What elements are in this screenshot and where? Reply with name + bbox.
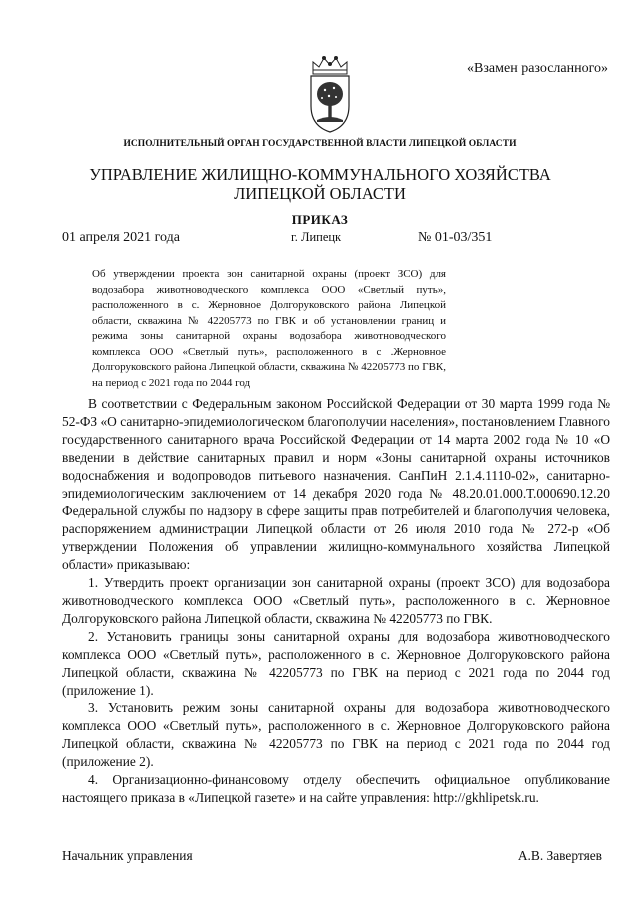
signatory-position: Начальник управления [62,848,193,863]
order-item: 2. Установить границы зоны санитарной охраны для водозабора животноводческого комплекса ООО «Светлый путь», расположенного в с. Жерновное Долгоруковского района Липецкой области, скважина № 42205773 по ГВК на период с 2021 года по 2044 год (приложение 1). [62,628,610,698]
order-body [62,395,610,807]
preamble-paragraph: В соответствии с Федеральным законом Российской Федерации от 30 марта 1999 года № 52-ФЗ «О санитарно-эпидемиологическом благополучии населения», постановлением Главного государственного санитарного врача Российской Федерации от 14 марта 2002 года № 10 «О введении в действие санитарных правил и норм «Зоны санитарной охраны источников водоснабжения и водопроводов питьевого назначения. СанПиН 2.1.4.1110-02», санитарно-эпидемиологическим заключением от 14 декабря 2020 года № 48.20.01.000.Т.000690.12.20 Федеральной службы по надзору в сфере защиты прав потребителей и благополучия человека, распоряжением администрации Липецкой области от 26 июля 2010 года № 272-р «Об утверждении Положения об управлении жилищно-коммунального хозяйства Липецкой области» приказываю: [62,396,610,573]
department-title-line-1: УПРАВЛЕНИЕ ЖИЛИЩНО-КОММУНАЛЬНОГО ХОЗЯЙСТВА [89,165,551,184]
signatory-name: А.В. Завертяев [517,848,602,863]
order-date: 01 апреля 2021 года [62,230,180,245]
stamp-text: «Взамен разосланного» [467,61,608,76]
order-city: г. Липецк [291,230,342,244]
order-item: 4. Организационно-финансовому отделу обеспечить официальное опубликование настоящего приказа в «Липецкой газете» и на сайте управления: http://gkhlipetsk.ru. [62,772,610,805]
lipetsk-coat-of-arms-icon [305,54,355,134]
order-subject: Об утверждении проекта зон санитарной охраны (проект ЗСО) для водозабора животноводческого комплекса ООО «Светлый путь», расположенного в с. Жерновное Долгоруковского района Липецкой области, скважина № 42205773 по ГВК и об установлении границ и режима зоны санитарной охраны водозабора животноводческого комплекса ООО «Светлый путь», расположенного в с .Жерновное Долгоруковского района Липецкой области, скважина № 42205773 по ГВК, на период с 2021 года по 2044 год [92,268,446,389]
order-number: № 01-03/351 [418,230,493,245]
department-title [0,165,640,203]
department-title-line-2: ЛИПЕЦКОЙ ОБЛАСТИ [234,184,406,203]
order-item: 1. Утвердить проект организации зон санитарной охраны (проект ЗСО) для водозабора животноводческого комплекса ООО «Светлый путь», расположенного в с. Жерновное Долгоруковского района Липецкой области, скважина № 42205773 по ГВК. [62,575,610,626]
document-type-title: ПРИКАЗ [291,212,349,227]
issuing-authority: ИСПОЛНИТЕЛЬНЫЙ ОРГАН ГОСУДАРСТВЕННОЙ ВЛАСТИ ЛИПЕЦКОЙ ОБЛАСТИ [123,139,517,149]
order-item: 3. Установить режим зоны санитарной охраны для водозабора животноводческого комплекса ООО «Светлый путь», расположенного в с. Жерновное Долгоруковского района Липецкой области, скважина № 42205773 по ГВК на период с 2021 года по 2044 год (приложение 2). [62,700,610,770]
